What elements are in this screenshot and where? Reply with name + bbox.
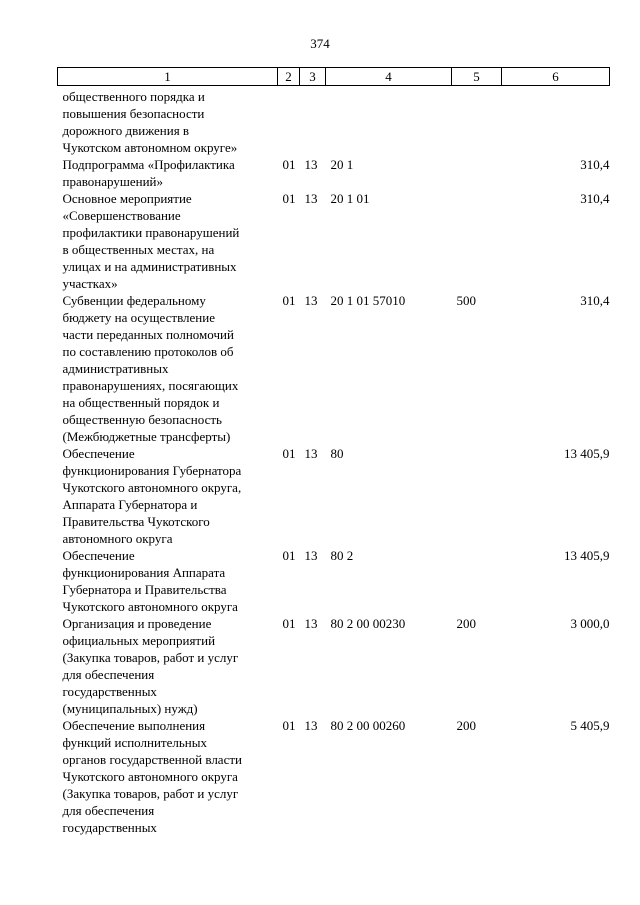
row-target-article: 20 1 [330,157,354,172]
header-col-2: 2 [278,68,300,86]
row-amount: 310,4 [580,191,610,206]
header-col-4: 4 [326,68,452,86]
row-name: Обеспечение функционирования Аппарата Губернатора и Правительства Чукотского автономного округа [62,548,238,614]
row-section [278,86,300,157]
row-expense-type [452,547,502,615]
table-row [58,615,610,717]
row-amount: 13 405,9 [564,548,610,563]
row-section: 01 [282,548,296,563]
row-expense-type: 500 [456,293,476,308]
header-col-6: 6 [502,68,610,86]
row-amount [502,86,610,157]
row-name: Подпрограмма «Профилактика правонарушений» [62,157,235,189]
header-col-3: 3 [300,68,326,86]
header-col-5: 5 [452,68,502,86]
budget-table [57,67,610,836]
header-col-1: 1 [58,68,278,86]
row-expense-type [452,86,502,157]
table-row [58,547,610,615]
row-amount: 310,4 [580,157,610,172]
row-amount: 3 000,0 [570,616,610,631]
table-row [58,717,610,836]
row-section: 01 [282,446,296,461]
row-name: общественного порядка и повышения безопасности дорожного движения в Чукотском автономном округе» [62,89,238,155]
row-subsection: 13 [304,191,318,206]
row-subsection: 13 [304,548,318,563]
row-expense-type [452,190,502,292]
row-expense-type: 200 [456,718,476,733]
row-target-article: 80 [330,446,344,461]
row-subsection: 13 [304,718,318,733]
row-subsection: 13 [304,293,318,308]
row-subsection [300,86,326,157]
row-name: Обеспечение выполнения функций исполнительных органов государственной власти Чукотского автономного округа (Закупка товаров, работ и услуг для обеспечения государственных [62,718,242,835]
row-name: Обеспечение функционирования Губернатора Чукотского автономного округа, Аппарата Губернатора и Правительства Чукотского автономного округа [62,446,242,546]
page-number: 374 [310,36,330,51]
row-subsection: 13 [304,157,318,172]
row-target-article: 80 2 00 00260 [330,718,406,733]
row-target-article: 80 2 [330,548,354,563]
row-target-article [326,86,452,157]
row-amount: 5 405,9 [570,718,610,733]
row-expense-type: 200 [456,616,476,631]
header-row [58,68,610,86]
row-section: 01 [282,191,296,206]
row-expense-type [452,445,502,547]
row-name: Субвенции федеральному бюджету на осуществление части переданных полномочий по составлению протоколов об административных правонарушениях, посягающих на общественный порядок и общественную безопасность (Межбюджетные трансферты) [62,293,239,444]
row-name: Организация и проведение официальных мероприятий (Закупка товаров, работ и услуг для обеспечения государственных (муниципальных) нужд) [62,616,239,716]
row-section: 01 [282,616,296,631]
row-target-article: 20 1 01 57010 [330,293,406,308]
row-section: 01 [282,718,296,733]
row-target-article: 20 1 01 [330,191,370,206]
table-row [58,292,610,445]
row-amount: 13 405,9 [564,446,610,461]
row-subsection: 13 [304,616,318,631]
table-row [58,445,610,547]
table-row [58,86,610,157]
row-amount: 310,4 [580,293,610,308]
row-section: 01 [282,293,296,308]
row-expense-type [452,156,502,190]
row-target-article: 80 2 00 00230 [330,616,406,631]
row-name: Основное мероприятие «Совершенствование профилактики правонарушений в общественных местах, на улицах и на административных участках» [62,191,240,291]
table-row [58,156,610,190]
row-subsection: 13 [304,446,318,461]
table-row [58,190,610,292]
row-section: 01 [282,157,296,172]
